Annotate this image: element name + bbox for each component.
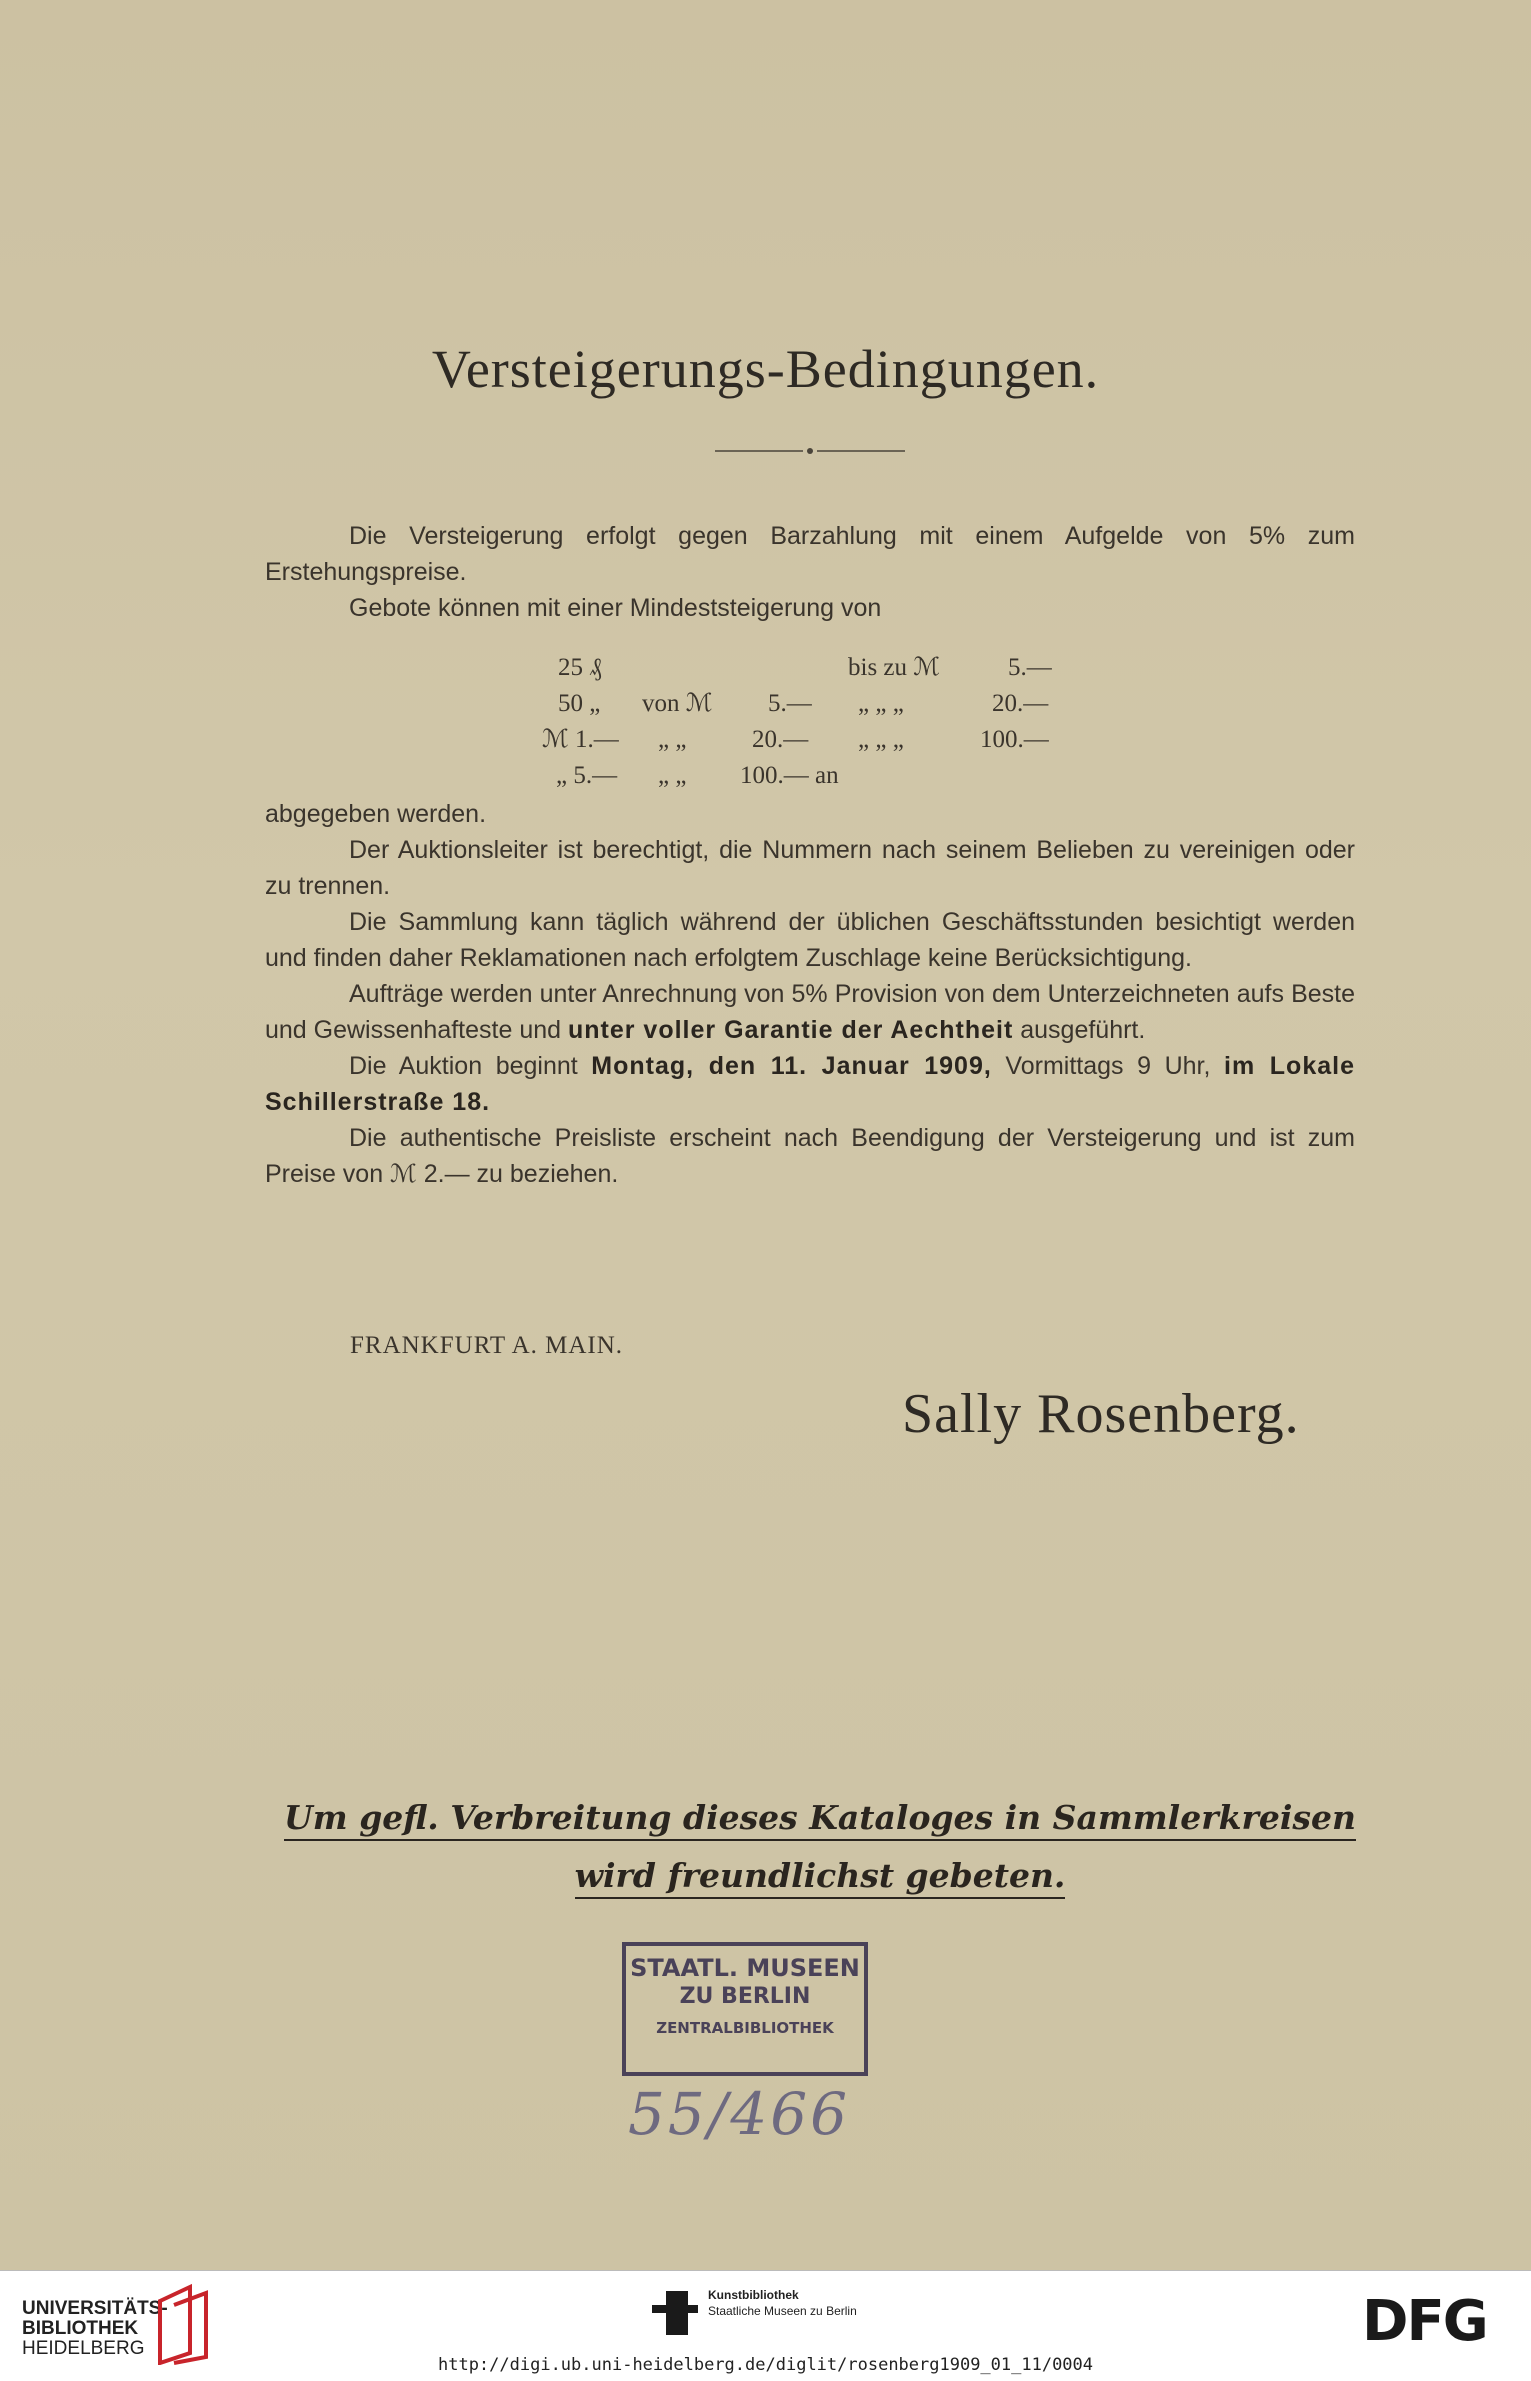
bid-step-range: „ „ „ bbox=[858, 690, 904, 717]
stamp-line-1: STAATL. MUSEEN bbox=[630, 1954, 860, 1982]
request-text-2: wird freundlichst gebeten. bbox=[575, 1856, 1066, 1899]
commission-text: Aufträge werden unter Anrechnung von 5% Provision von dem Unterzeichneten aufs Beste und Gewissenhafteste und bbox=[265, 980, 1355, 1044]
request-text-1: Um gefl. Verbreitung dieses Kataloges in Sammlerkreisen bbox=[284, 1798, 1356, 1841]
request-line-2 bbox=[0, 1856, 1531, 1895]
bid-step-base-value: 5.— bbox=[768, 690, 812, 717]
conditions-body bbox=[265, 796, 1355, 1192]
bid-step-base: „ „ bbox=[658, 726, 687, 753]
guarantee-text: unter voller Garantie der Aechtheit bbox=[567, 1016, 1014, 1044]
bid-step-row bbox=[530, 722, 1090, 758]
dfg-logo[interactable]: DFG bbox=[1362, 2289, 1487, 2354]
bid-step-from: ℳ 1.— bbox=[542, 726, 619, 753]
kunstbibliothek-icon bbox=[652, 2291, 698, 2335]
ub-logo-line-3: HEIDELBERG bbox=[22, 2338, 145, 2359]
auction-location: im Lokale Schillerstraße 18. bbox=[265, 1052, 1355, 1116]
ub-logo-line-2: BIBLIOTHEK bbox=[22, 2318, 139, 2339]
auction-time: Vormittags 9 Uhr, bbox=[991, 1052, 1225, 1080]
ub-heidelberg-logo[interactable] bbox=[22, 2299, 168, 2359]
request-line-1 bbox=[0, 1798, 1531, 1837]
kb-line-2: Staatliche Museen zu Berlin bbox=[708, 2304, 857, 2318]
library-stamp bbox=[622, 1942, 868, 2076]
bid-step-range: bis zu ℳ bbox=[848, 654, 941, 681]
paragraph-submitted: abgegeben werden. bbox=[265, 800, 487, 828]
paragraph-auction-date bbox=[265, 1048, 1355, 1120]
handwritten-shelfmark: 55/466 bbox=[628, 2080, 851, 2148]
bid-step-to: 20.— bbox=[992, 690, 1049, 717]
stamp-line-3: ZENTRALBIBLIOTHEK bbox=[656, 2019, 834, 2037]
paragraph-auctioneer: Der Auktionsleiter ist berechtigt, die Nummern nach seinem Belieben zu vereinigen oder zu trennen. bbox=[265, 836, 1355, 900]
title-ornament bbox=[715, 446, 905, 456]
auction-date: Montag, den 11. Januar 1909, bbox=[591, 1052, 992, 1080]
paragraph-viewing: Die Sammlung kann täglich während der üblichen Geschäftsstunden besichtigt werden und finden daher Reklamationen nach erfolgtem Zuschlage keine Berücksichtigung. bbox=[265, 908, 1355, 972]
kb-line-1: Kunstbibliothek bbox=[708, 2288, 799, 2302]
conditions-intro bbox=[265, 518, 1355, 626]
bid-step-row bbox=[530, 686, 1090, 722]
viewer-footer bbox=[0, 2270, 1531, 2381]
paragraph-bids: Gebote können mit einer Mindeststeigerung von bbox=[349, 594, 882, 622]
kunstbibliothek-logo[interactable] bbox=[708, 2287, 857, 2319]
bid-step-from: 50 „ bbox=[558, 690, 601, 717]
bid-step-to: 100.— bbox=[980, 726, 1049, 753]
ub-book-icon bbox=[156, 2283, 212, 2365]
bid-step-base-value: 20.— bbox=[752, 726, 809, 753]
ub-logo-line-1: UNIVERSITÄTS- bbox=[22, 2298, 168, 2319]
bid-step-base: „ „ bbox=[658, 762, 687, 789]
bid-increment-table bbox=[530, 650, 1090, 794]
bid-step-row bbox=[530, 758, 1090, 794]
place-line: FRANKFURT A. MAIN. bbox=[350, 1332, 624, 1359]
page-title: Versteigerungs-Bedingungen. bbox=[431, 339, 1100, 399]
paragraph-commissions bbox=[265, 976, 1355, 1048]
paragraph-payment: Die Versteigerung erfolgt gegen Barzahlung mit einem Aufgelde von 5% zum Erstehungspreise. bbox=[265, 522, 1355, 586]
bid-step-base-value: 100.— an bbox=[740, 762, 839, 789]
bid-step-to: 5.— bbox=[1008, 654, 1052, 681]
paragraph-price-list: Die authentische Preisliste erscheint nach Beendigung der Versteigerung und ist zum Preise von ℳ 2.— zu beziehen. bbox=[265, 1124, 1355, 1188]
signature: Sally Rosenberg. bbox=[902, 1383, 1300, 1445]
auction-date-intro: Die Auktion beginnt bbox=[349, 1052, 592, 1080]
commission-end-text: ausgeführt. bbox=[1013, 1016, 1146, 1044]
bid-step-from: 25 ₰ bbox=[558, 654, 602, 681]
bid-step-range: „ „ „ bbox=[858, 726, 904, 753]
permalink-url[interactable]: http://digi.ub.uni-heidelberg.de/diglit/rosenberg1909_01_11/0004 bbox=[437, 2355, 1094, 2375]
bid-step-row bbox=[530, 650, 1090, 686]
stamp-line-2: ZU BERLIN bbox=[679, 1984, 811, 2009]
bid-step-base: von ℳ bbox=[642, 690, 713, 717]
bid-step-from: „ 5.— bbox=[556, 762, 618, 789]
